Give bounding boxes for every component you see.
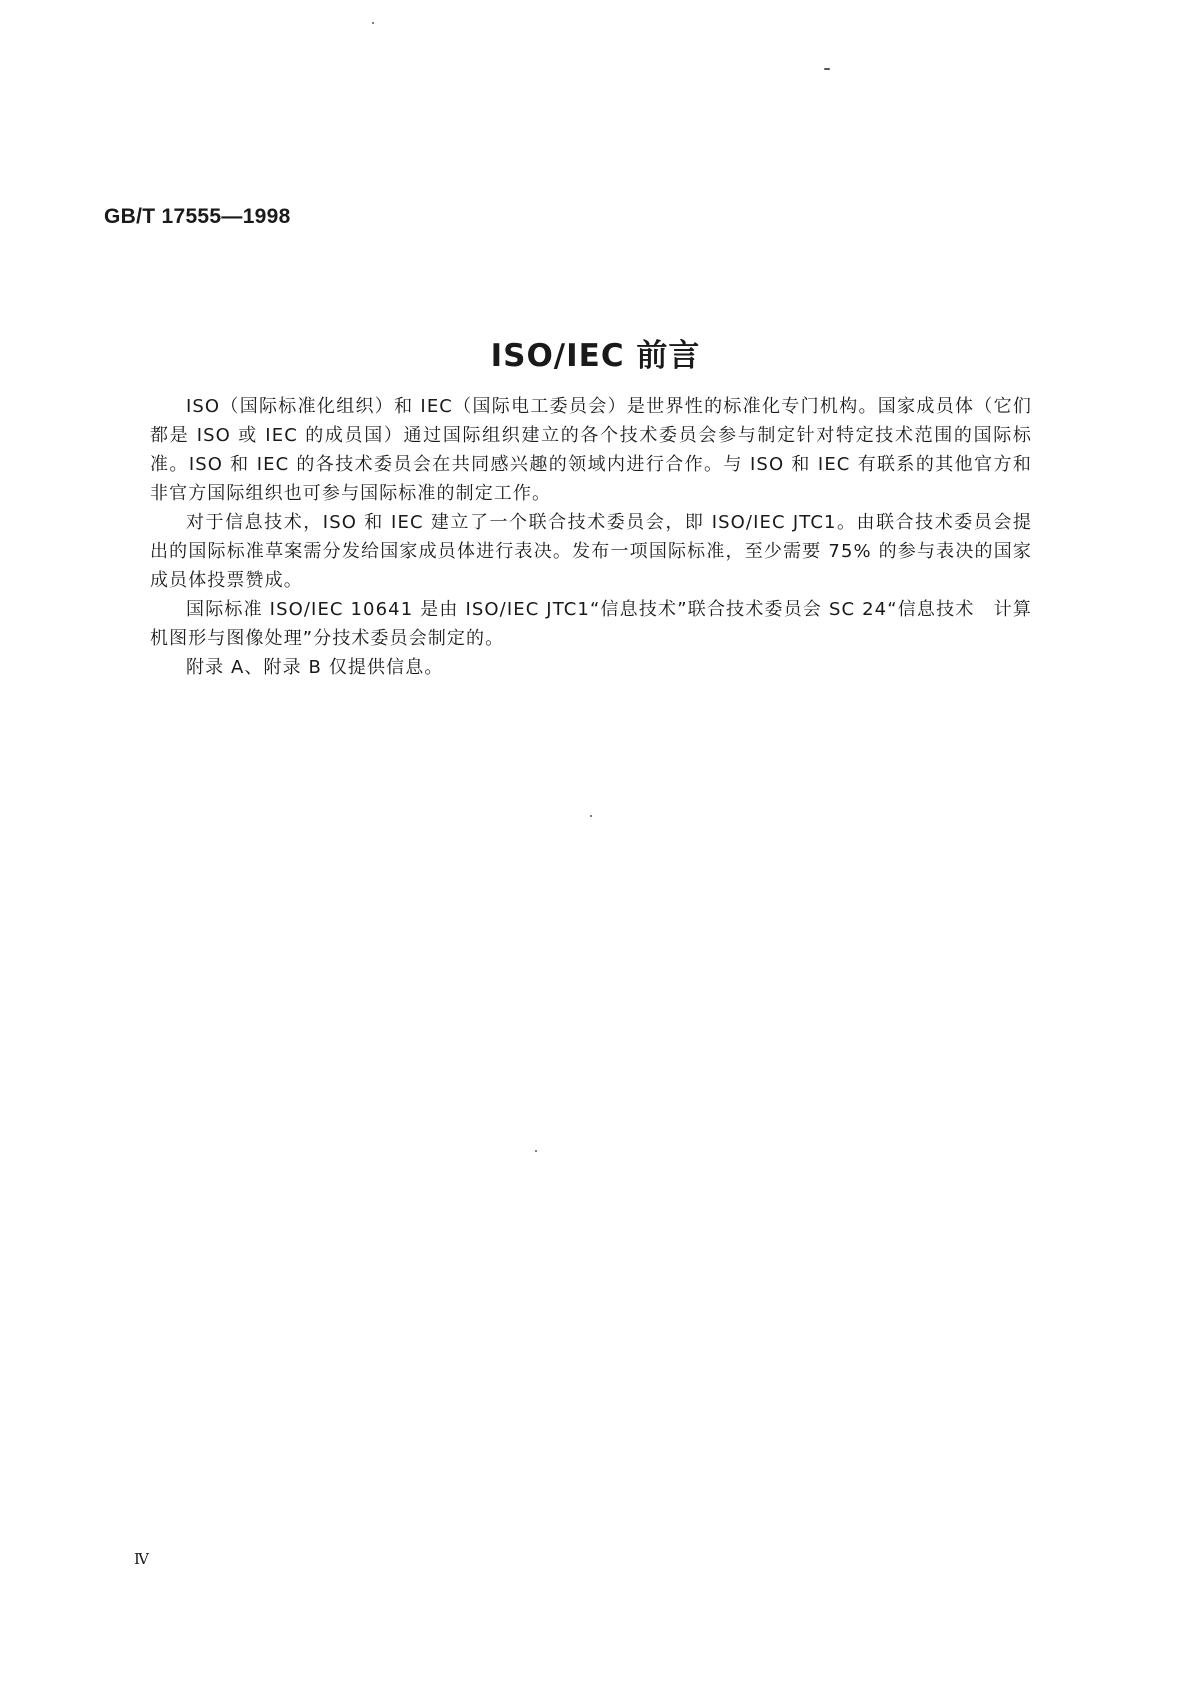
page-title: ISO/IEC 前言	[490, 338, 701, 374]
scan-speck	[535, 1150, 537, 1152]
scan-speck	[824, 68, 830, 70]
page-number: Ⅳ	[134, 1550, 149, 1568]
foreword-body	[150, 392, 1032, 682]
paragraph-2: 对于信息技术，ISO 和 IEC 建立了一个联合技术委员会，即 ISO/IEC JTC1。由联合技术委员会提出的国际标准草案需分发给国家成员体进行表决。发布一项国际标准，至少需要 75% 的参与表决的国家成员体投票赞成。	[150, 512, 1032, 591]
paragraph-3: 国际标准 ISO/IEC 10641 是由 ISO/IEC JTC1“信息技术”联合技术委员会 SC 24“信息技术 计算机图形与图像处理”分技术委员会制定的。	[150, 599, 1032, 649]
paragraph-1: ISO（国际标准化组织）和 IEC（国际电工委员会）是世界性的标准化专门机构。国家成员体（它们都是 ISO 或 IEC 的成员国）通过国际组织建立的各个技术委员会参与制定针对特定技术范围的国际标准。ISO 和 IEC 的各技术委员会在共同感兴趣的领域内进行合作。与 ISO 和 IEC 有联系的其他官方和非官方国际组织也可参与国际标准的制定工作。	[150, 396, 1032, 504]
scan-speck	[590, 815, 592, 817]
paragraph-4: 附录 A、附录 B 仅提供信息。	[186, 657, 444, 678]
standard-number: GB/T 17555—1998	[104, 205, 291, 228]
scan-speck	[372, 22, 374, 24]
